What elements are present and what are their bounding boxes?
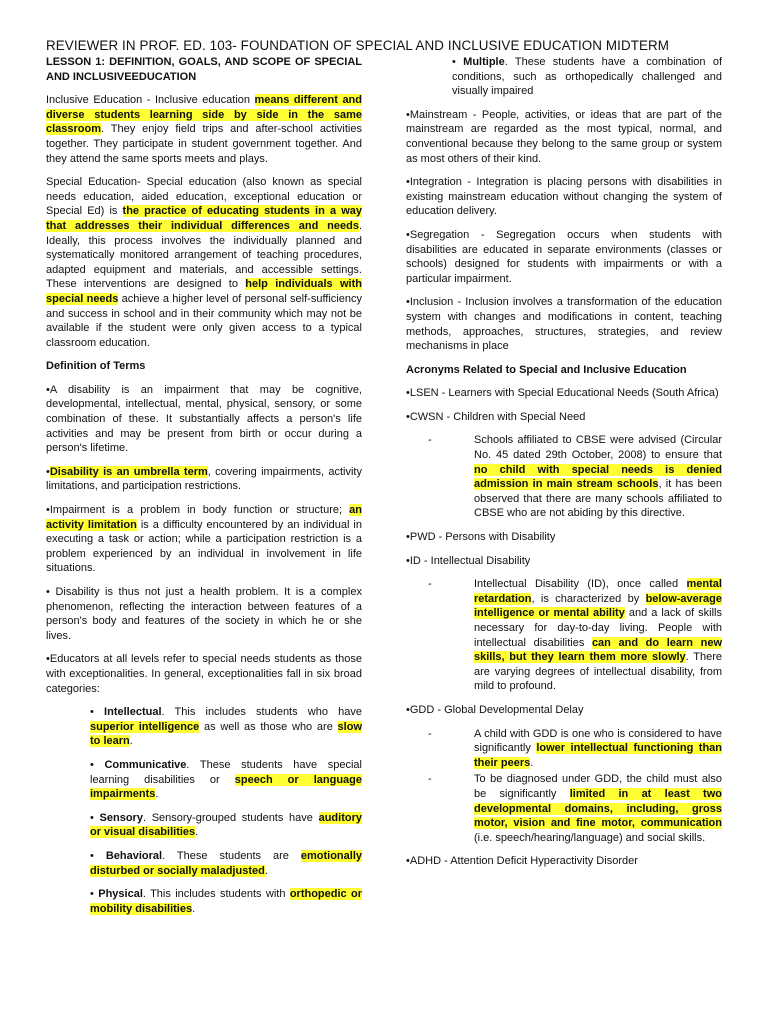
acronym-gdd (406, 703, 722, 718)
highlight: mental retardation (474, 578, 722, 605)
category-item (452, 55, 722, 99)
text: (i.e. speech/hearing/language) and social skills. (474, 831, 706, 844)
text: , covering impairments, activity limitations, and participation restrictions. (46, 465, 362, 493)
term-inclusion (406, 295, 722, 353)
term: PWD (409, 531, 436, 544)
acronym-pwd (406, 530, 722, 545)
text: A disability is an impairment that may be cognitive, developmental, intellectual, mental, physical, sensory, or some combination of these. It substantially affects a person's life activities and may be present from birth or occur during a person's lifetime. (46, 383, 362, 455)
category-item (90, 758, 362, 802)
text: - Special education (also known as special needs education, aided education, exceptional education or Special Ed) is (46, 176, 363, 218)
category-list-continued (452, 55, 722, 99)
text: - Attention Deficit Hyperactivity Disorder (441, 855, 638, 868)
text: . They enjoy field trips and after-school activities together. They participate in student government together. And they attend the same sports meets and plays. (46, 123, 362, 165)
text: - Inclusion involves a transformation of the education system with changes and modifications in content, teaching methods, approaches, structures, strategies, and review mechanisms in place (406, 296, 722, 353)
definition-2 (46, 465, 362, 494)
term: Segregation (409, 228, 470, 241)
highlight: auditory or visual disabilities (90, 811, 362, 839)
list-item (428, 727, 722, 771)
category-name: Sensory (99, 811, 143, 824)
bullet: • (406, 703, 410, 716)
acronym-adhd (406, 854, 722, 869)
text: Schools affiliated to CBSE were advised (Circular No. 45 dated 29th October, 2008) to ensure that (474, 434, 722, 462)
bullet: • (46, 586, 50, 598)
term: GDD (409, 703, 435, 716)
bullet: • (452, 56, 456, 68)
definition-5 (46, 652, 362, 696)
category-name: Physical (98, 888, 143, 901)
highlight: no child with special needs is denied admission in main stream schools (474, 463, 722, 491)
text: Impairment is a problem in body function or structure; (49, 504, 350, 517)
text: . (155, 788, 159, 801)
highlight: can and do learn new skills, but they learn them more slowly (474, 636, 722, 664)
definition-of-terms-heading: Definition of Terms (46, 360, 146, 373)
left-column (46, 55, 362, 925)
text: is a difficulty encountered by an individual in executing a task or action; while a participation restriction is a problem experienced by an individual in involvement in life situations. (46, 518, 362, 575)
category-name: Behavioral (105, 849, 163, 862)
cwsn-detail-list (428, 433, 722, 521)
definition-3 (46, 503, 362, 576)
highlight: lower intellectual functioning than their peers (474, 742, 722, 769)
term-integration (406, 175, 722, 219)
text: A child with GDD is one who is considered to have significantly (474, 727, 722, 755)
text: . (195, 826, 199, 839)
bullet: • (90, 706, 94, 719)
term: Inclusive Education (46, 94, 143, 107)
term-mainstream (406, 108, 722, 166)
highlight: an activity limitation (46, 504, 362, 531)
acronym-id (406, 554, 722, 569)
text: . This includes students with (142, 888, 290, 901)
text: To be diagnosed under GDD, the child must also be significantly (474, 773, 722, 800)
text: . Sensory-grouped students have (142, 811, 319, 824)
text: . (530, 756, 534, 769)
definition-1 (46, 383, 362, 456)
text: , it has been observed that there are many schools affiliated to CBSE who are not abiding by this directive. (474, 478, 722, 520)
page-title: REVIEWER IN PROF. ED. 103- FOUNDATION OF SPECIAL AND INCLUSIVE EDUCATION MIDTERM (46, 38, 670, 53)
term: Special Education (46, 176, 138, 189)
term: ID (409, 554, 421, 567)
text: achieve a higher level of personal self-sufficiency and success in school and in their community which may not be available if the student were only given access to a typical classroom education. (46, 292, 362, 349)
highlight: superior intelligence (90, 720, 200, 733)
category-list (90, 705, 362, 916)
category-item (90, 811, 362, 840)
text: . (129, 735, 133, 748)
highlight: slow to learn (90, 720, 362, 748)
id-detail-list (428, 577, 722, 694)
term: Inclusion (409, 296, 454, 309)
highlight: limited in at least two developmental domains, including, gross motor, vision and fine motor, communication (474, 787, 722, 830)
category-name: Communicative (104, 758, 187, 771)
bullet: • (46, 504, 50, 517)
text: , is characterized by (531, 592, 646, 605)
acronyms-heading: Acronyms Related to Special and Inclusive Education (406, 363, 687, 376)
bullet: • (90, 758, 94, 771)
acronym-cwsn (406, 410, 722, 425)
term: ADHD (409, 855, 442, 868)
highlight: help individuals with special needs (46, 278, 362, 305)
bullet: • (46, 465, 50, 478)
category-name: Multiple (463, 56, 505, 68)
inclusive-education-paragraph (46, 93, 362, 166)
special-education-paragraph (46, 175, 362, 350)
lesson-heading: LESSON 1: DEFINITION, GOALS, AND SCOPE OF SPECIAL AND INCLUSIVEEDUCATION (46, 56, 362, 83)
term-segregation (406, 228, 722, 286)
text: . These students have special learning disabilities or (90, 758, 362, 786)
bullet: • (406, 108, 410, 121)
dash: - (428, 773, 432, 786)
highlight: the practice of educating students in a way that addresses their individual differences and needs (46, 205, 363, 232)
bullet: • (90, 849, 94, 862)
text: - Learners with Special Educational Needs (South Africa) (438, 387, 719, 400)
text: - Inclusive education (142, 94, 255, 107)
bullet: • (406, 176, 410, 189)
bullet: • (406, 855, 410, 868)
text: . (264, 864, 268, 877)
term: Mainstream (409, 108, 468, 121)
highlight: below-average intelligence or mental ability (474, 592, 722, 620)
text: as well as those who are (199, 720, 338, 733)
bullet: • (406, 228, 410, 241)
text: - Persons with Disability (435, 531, 556, 544)
text: . (192, 902, 196, 915)
text: - Integration is placing persons with disabilities in existing mainstream education without changing the system of education delivery. (406, 176, 722, 218)
term: Integration (409, 176, 462, 189)
text: Educators at all levels refer to special needs students as those with exceptionalities. In general, exceptionalities fall in six broad categories: (46, 653, 362, 695)
highlight: orthopedic or mobility disabilities (90, 888, 363, 915)
bullet: • (90, 811, 94, 824)
text: . This includes students who have (161, 706, 362, 719)
text: . Ideally, this process involves the individually planned and systematically monitored arrangement of teaching procedures, adapted equipment and materials, and accessible settings. These interventions are designed to (46, 219, 362, 291)
term: LSEN (409, 387, 439, 400)
list-item (428, 772, 722, 845)
gdd-detail-list (428, 727, 722, 846)
bullet: • (46, 383, 50, 396)
dash: - (428, 578, 432, 591)
category-item (90, 849, 362, 878)
highlight: means different and diverse students learning side by side in the same classroom (46, 94, 362, 136)
text: . These students are (162, 849, 301, 862)
bullet: • (90, 888, 94, 901)
bullet: • (406, 531, 410, 544)
acronym-lsen (406, 386, 722, 401)
definition-4 (46, 585, 362, 643)
text: Intellectual Disability (ID), once called (474, 578, 687, 591)
text: . These students have a combination of conditions, such as orthopedically challenged and visually impaired (452, 56, 723, 98)
term: CWSN (409, 410, 444, 423)
text: . There are varying degrees of intellectual disability, from mild to profound. (474, 651, 722, 693)
text: Disability is thus not just a health problem. It is a complex phenomenon, reflecting the interaction between features of a person's body and features of the society in which he or she lives. (46, 586, 362, 642)
list-item (428, 433, 722, 521)
dash: - (428, 434, 432, 447)
dash: - (428, 727, 432, 740)
text: - Segregation occurs when students with disabilities are educated in separate environments (classes or schools) designed for students with impairments or with a particular impairment. (406, 228, 722, 285)
right-column (406, 55, 722, 878)
text: and a lack of skills necessary for day-to-day living. People with intellectual disabilities (474, 607, 722, 649)
highlight: Disability is an umbrella term (49, 465, 208, 478)
highlight: emotionally disturbed or socially maladjusted (90, 849, 362, 877)
bullet: • (406, 410, 410, 423)
bullet: • (406, 387, 410, 400)
text: - Children with Special Need (443, 410, 586, 423)
highlight: speech or language impairments (90, 773, 362, 801)
category-name: Intellectual (104, 706, 162, 719)
bullet: • (46, 653, 50, 666)
text: - People, activities, or ideas that are part of the mainstream are regarded as the most typical, normal, and conventional because they belong to the same group or system as most others of their kind. (406, 108, 722, 165)
category-item (90, 887, 362, 916)
list-item (428, 577, 722, 694)
bullet: • (406, 554, 410, 567)
bullet: • (406, 296, 410, 309)
text: - Global Developmental Delay (434, 703, 584, 716)
category-item (90, 705, 362, 749)
text: - Intellectual Disability (420, 554, 531, 567)
